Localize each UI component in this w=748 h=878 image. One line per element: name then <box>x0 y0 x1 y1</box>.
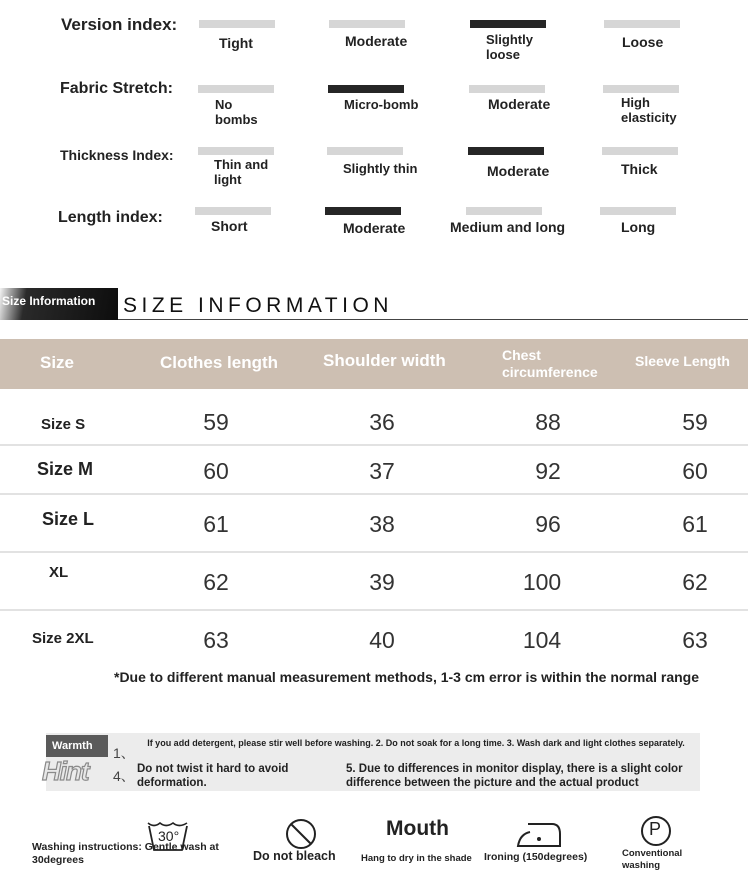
thickness-option-thick: Thick <box>621 161 658 177</box>
version-option-moderate: Moderate <box>345 33 408 49</box>
size-table-header <box>0 339 748 389</box>
mouth-label: Mouth <box>386 817 449 840</box>
hint-number-1: 1、 <box>113 745 135 761</box>
stretch-option-moderate: Moderate <box>488 96 551 112</box>
row-cell: 39 <box>369 569 395 595</box>
section-title: SIZE INFORMATION <box>123 294 393 317</box>
do-not-bleach-label: Do not bleach <box>253 849 336 863</box>
row-cell: 60 <box>682 458 708 484</box>
length-option-moderate: Moderate <box>343 220 406 236</box>
hint-item-5: 5. Due to differences in monitor display, there is a slight color difference between the picture and the actual product <box>346 763 683 789</box>
row-cell: 63 <box>682 627 708 653</box>
row-cell: 88 <box>535 409 561 435</box>
row-cell: 40 <box>369 627 395 653</box>
version-bar-moderate <box>329 20 405 28</box>
row-size-label: Size S <box>41 416 86 433</box>
hint-line-1: If you add detergent, please stir well before washing. 2. Do not soak for a long time. 3. Wash dark and light clothes separately. <box>147 738 685 748</box>
length-bar-moderate <box>325 207 401 215</box>
ironing-icon <box>516 820 562 850</box>
length-bar-short <box>195 207 271 215</box>
header-clothes-length: Clothes length <box>160 353 279 372</box>
row-cell: 59 <box>682 409 708 435</box>
version-option-loose: Loose <box>622 34 664 50</box>
fabric-stretch-label: Fabric Stretch: <box>60 80 173 97</box>
thickness-option-thin-light: Thin and light <box>214 157 269 187</box>
row-cell: 60 <box>203 458 229 484</box>
stretch-bar-high <box>603 85 679 93</box>
length-option-short: Short <box>211 218 248 234</box>
row-cell: 62 <box>203 569 229 595</box>
thickness-bar-thick <box>602 147 678 155</box>
washing-instructions-label: Washing instructions: Gentle wash at 30degrees <box>32 841 219 866</box>
stretch-option-no-bombs: No bombs <box>215 97 258 127</box>
row-cell: 63 <box>203 627 229 653</box>
row-cell: 59 <box>203 409 229 435</box>
row-divider <box>0 609 748 611</box>
row-size-label: Size 2XL <box>32 630 94 647</box>
length-option-medium-long: Medium and long <box>450 219 566 235</box>
row-cell: 38 <box>369 511 395 537</box>
thickness-bar-moderate <box>468 147 544 155</box>
length-bar-long <box>600 207 676 215</box>
stretch-bar-moderate <box>469 85 545 93</box>
hint-item-4: Do not twist it hard to avoid deformation. <box>137 763 289 789</box>
header-sleeve-length: Sleeve Length <box>635 353 730 369</box>
wash-temperature: 30° <box>158 828 180 844</box>
row-divider <box>0 493 748 495</box>
hint-word: Hint <box>42 756 89 786</box>
row-cell: 104 <box>522 627 562 653</box>
row-cell: 37 <box>369 458 395 484</box>
thickness-bar-slightly-thin <box>327 147 403 155</box>
row-size-label: Size L <box>42 509 95 529</box>
version-bar-loose <box>604 20 680 28</box>
version-bar-slightly-loose <box>470 20 546 28</box>
row-cell: 61 <box>203 511 229 537</box>
no-bleach-icon <box>285 818 317 850</box>
warmth-tag: Warmth <box>46 735 108 757</box>
length-bar-medium-long <box>466 207 542 215</box>
row-divider <box>0 444 748 446</box>
dry-clean-symbol: P <box>649 819 662 839</box>
conventional-washing-label: Conventional washing <box>622 848 683 871</box>
stretch-bar-no-bombs <box>198 85 274 93</box>
thickness-bar-thin <box>198 147 274 155</box>
row-cell: 92 <box>535 458 561 484</box>
thickness-index-label: Thickness Index: <box>60 147 174 163</box>
row-cell: 61 <box>682 511 708 537</box>
header-chest-circumference: Chest circumference <box>502 347 598 380</box>
measurement-note: *Due to different manual measurement methods, 1-3 cm error is within the normal range <box>114 669 700 685</box>
section-tag-text: Size Information <box>2 294 96 308</box>
row-cell: 96 <box>535 511 561 537</box>
thickness-option-moderate: Moderate <box>487 163 550 179</box>
version-bar-tight <box>199 20 275 28</box>
length-option-long: Long <box>621 219 656 235</box>
row-size-label: Size M <box>37 459 94 479</box>
version-option-slightly-loose: Slightly loose <box>486 32 533 62</box>
section-divider <box>118 319 748 320</box>
stretch-option-micro-bomb: Micro-bomb <box>344 97 419 112</box>
row-cell: 100 <box>522 569 562 595</box>
version-option-tight: Tight <box>219 35 253 51</box>
stretch-bar-micro-bomb <box>328 85 404 93</box>
row-divider <box>0 551 748 553</box>
hint-number-4: 4、 <box>113 768 135 784</box>
section-tag <box>0 288 118 320</box>
row-cell: 62 <box>682 569 708 595</box>
stretch-option-high-elasticity: High elasticity <box>621 95 677 125</box>
row-size-label: XL <box>49 564 69 581</box>
thickness-option-slightly-thin: Slightly thin <box>343 161 418 176</box>
row-cell: 36 <box>369 409 395 435</box>
length-index-label: Length index: <box>58 209 163 226</box>
header-size: Size <box>40 353 75 372</box>
ironing-label: Ironing (150degrees) <box>484 851 588 863</box>
header-shoulder-width: Shoulder width <box>323 351 446 370</box>
hang-dry-label: Hang to dry in the shade <box>361 853 472 864</box>
version-index-label: Version index: <box>61 15 178 34</box>
